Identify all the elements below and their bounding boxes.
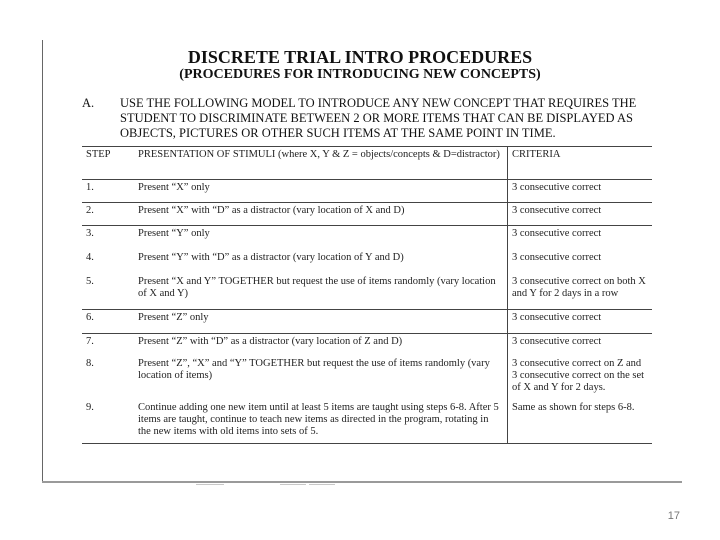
step-number: 9. [82,400,134,444]
step-number: 3. [86,228,94,239]
table-row [82,274,652,310]
table-row [82,203,652,226]
step-criteria: 3 consecutive correct [508,226,653,250]
step-criteria: 3 consecutive correct [508,180,653,203]
step-number: 5. [82,274,134,310]
header-step: STEP [82,147,134,180]
step-number: 2. [82,203,134,226]
step-presentation: Continue adding one new item until at least 5 items are taught using steps 6-8. After 5 items are taught, continue to teach new items as directed in the program, rotating in the new items with old items into sets of 5. [134,400,508,444]
table-row [82,250,652,274]
step-number: 6. [82,310,134,334]
step-number: 7. [86,336,94,347]
table-header-row [82,147,652,180]
page-number: 17 [667,510,680,522]
step-criteria: 3 consecutive correct [508,203,653,226]
step-number: 8. [86,357,94,369]
step-presentation: Present “X” with “D” as a distractor (vary location of X and D) [134,203,508,226]
step-criteria: 3 consecutive correct [508,310,653,334]
step-presentation: Present “Z” with “D” as a distractor (vary location of Z and D) [138,336,403,347]
left-border-line [42,40,43,482]
header-presentation: PRESENTATION OF STIMULI (where X, Y & Z = objects/concepts & D=distractor) [134,147,508,180]
table-row [82,226,652,250]
step-presentation: Present “Y” with “D” as a distractor (vary location of Y and D) [138,251,404,263]
step-number: 4. [86,251,94,263]
bottom-border-fragment [309,484,335,485]
bottom-border-line [42,481,682,483]
intro-paragraph [82,96,642,141]
procedure-table [82,146,652,444]
step-presentation: Present “Z”, “X” and “Y” TOGETHER but request the use of items randomly (vary location of items) [138,357,490,381]
document-title: DISCRETE TRIAL INTRO PROCEDURES [187,47,533,67]
step-criteria: 3 consecutive correct [508,334,653,356]
table-row [82,334,652,356]
document-subtitle: (PROCEDURES FOR INTRODUCING NEW CONCEPTS) [179,67,541,82]
bottom-border-fragment [196,484,224,485]
step-presentation: Present “X and Y” TOGETHER but request the use of items randomly (vary location of X and Y) [134,274,508,310]
intro-text: USE THE FOLLOWING MODEL TO INTRODUCE ANY NEW CONCEPT THAT REQUIRES THE STUDENT TO DISCRIMINATE BETWEEN 2 OR MORE ITEMS THAT CAN BE DISPLAYED AS OBJECTS, PICTURES OR OTHER SUCH ITEMS AT THE SAME POINT IN TIME. [120,96,637,140]
step-criteria: 3 consecutive correct on both X and Y for 2 days in a row [508,274,653,310]
table-row [82,180,652,203]
step-criteria: 3 consecutive correct on Z and 3 consecutive correct on the set of X and Y for 2 days. [508,356,653,400]
table-row [82,400,652,444]
table-row [82,356,652,400]
step-presentation: Present “Z” only [134,310,508,334]
intro-letter: A. [82,96,95,110]
bottom-border-fragment [280,484,306,485]
table-row [82,310,652,334]
step-presentation: Present “Y” only [138,228,210,239]
header-criteria: CRITERIA [508,147,653,180]
step-number: 1. [82,180,134,203]
step-presentation: Present “X” only [134,180,508,203]
step-criteria: 3 consecutive correct [508,250,653,274]
step-criteria: Same as shown for steps 6-8. [508,400,653,444]
